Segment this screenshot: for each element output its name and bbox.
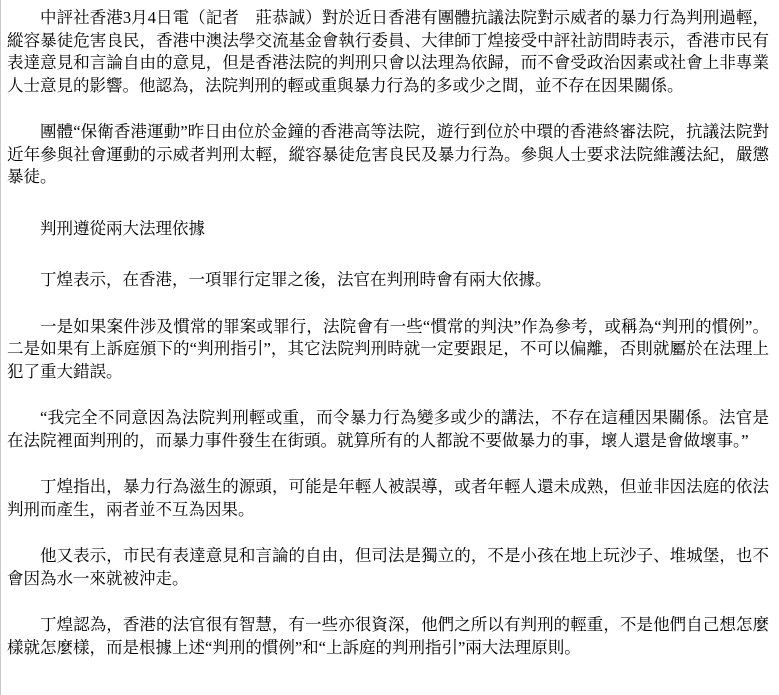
article-paragraph: 丁煌指出，暴力行為滋生的源頭，可能是年輕人被誤導，或者年輕人還未成熟，但並非因法庭的依法判刑而產生，兩者並不互為因果。 <box>7 477 769 519</box>
article-paragraph: 團體“保衛香港運動”昨日由位於金鐘的香港高等法院，遊行到位於中環的香港終審法院，抗議法院對近年參與社會運動的示威者判刑太輕，縱容暴徒危害良民及暴力行為。參與人士要求法院維護法紀，嚴懲暴徒。 <box>7 122 769 186</box>
article-paragraph: 丁煌認為，香港的法官很有智慧，有一些亦很資深，他們之所以有判刑的輕重，不是他們自己想怎麼樣就怎麼樣，而是根據上述“判刑的慣例”和“上訴庭的判刑指引”兩大法理原則。 <box>7 615 769 657</box>
section-heading: 判刑遵從兩大法理依據 <box>40 218 205 238</box>
article-paragraph: 一是如果案件涉及慣常的罪案或罪行，法院會有一些“慣常的判決”作為參考，或稱為“判刑的慣例”。二是如果有上訴庭頒下的“判刑指引”，其它法院判刑時就一定要跟足，不可以偏離，否則就屬於在法理上犯了重大錯誤。 <box>7 316 769 381</box>
article-paragraph-lead: 中評社香港3月4日電（記者 莊恭誠）對於近日香港有團體抗議法院對示威者的暴力行為判刑過輕，縱容暴徒危害良民，香港中澳法學交流基金會執行委員、大律師丁煌接受中評社訪問時表示，香港市民有表達意見和言論自由的意見，但是香港法院的判刑只會以法理為依歸，而不會受政治因素或社會上非專業人士意見的影響。他認為，法院判刑的輕或重與暴力行為的多或少之間，並不存在因果關係。 <box>7 8 769 95</box>
article-paragraph: 丁煌表示，在香港，一項罪行定罪之後，法官在判刑時會有兩大依據。 <box>40 270 552 289</box>
article-paragraph: 他又表示，市民有表達意見和言論的自由，但司法是獨立的，不是小孩在地上玩沙子、堆城堡，也不會因為水一來就被沖走。 <box>7 546 769 588</box>
article-paragraph-quote: “我完全不同意因為法院判刑輕或重，而令暴力行為變多或少的講法，不存在這種因果關係。法官是在法院裡面判刑的，而暴力事件發生在街頭。就算所有的人都說不要做暴力的事，壞人還是會做壞事。” <box>7 408 769 450</box>
